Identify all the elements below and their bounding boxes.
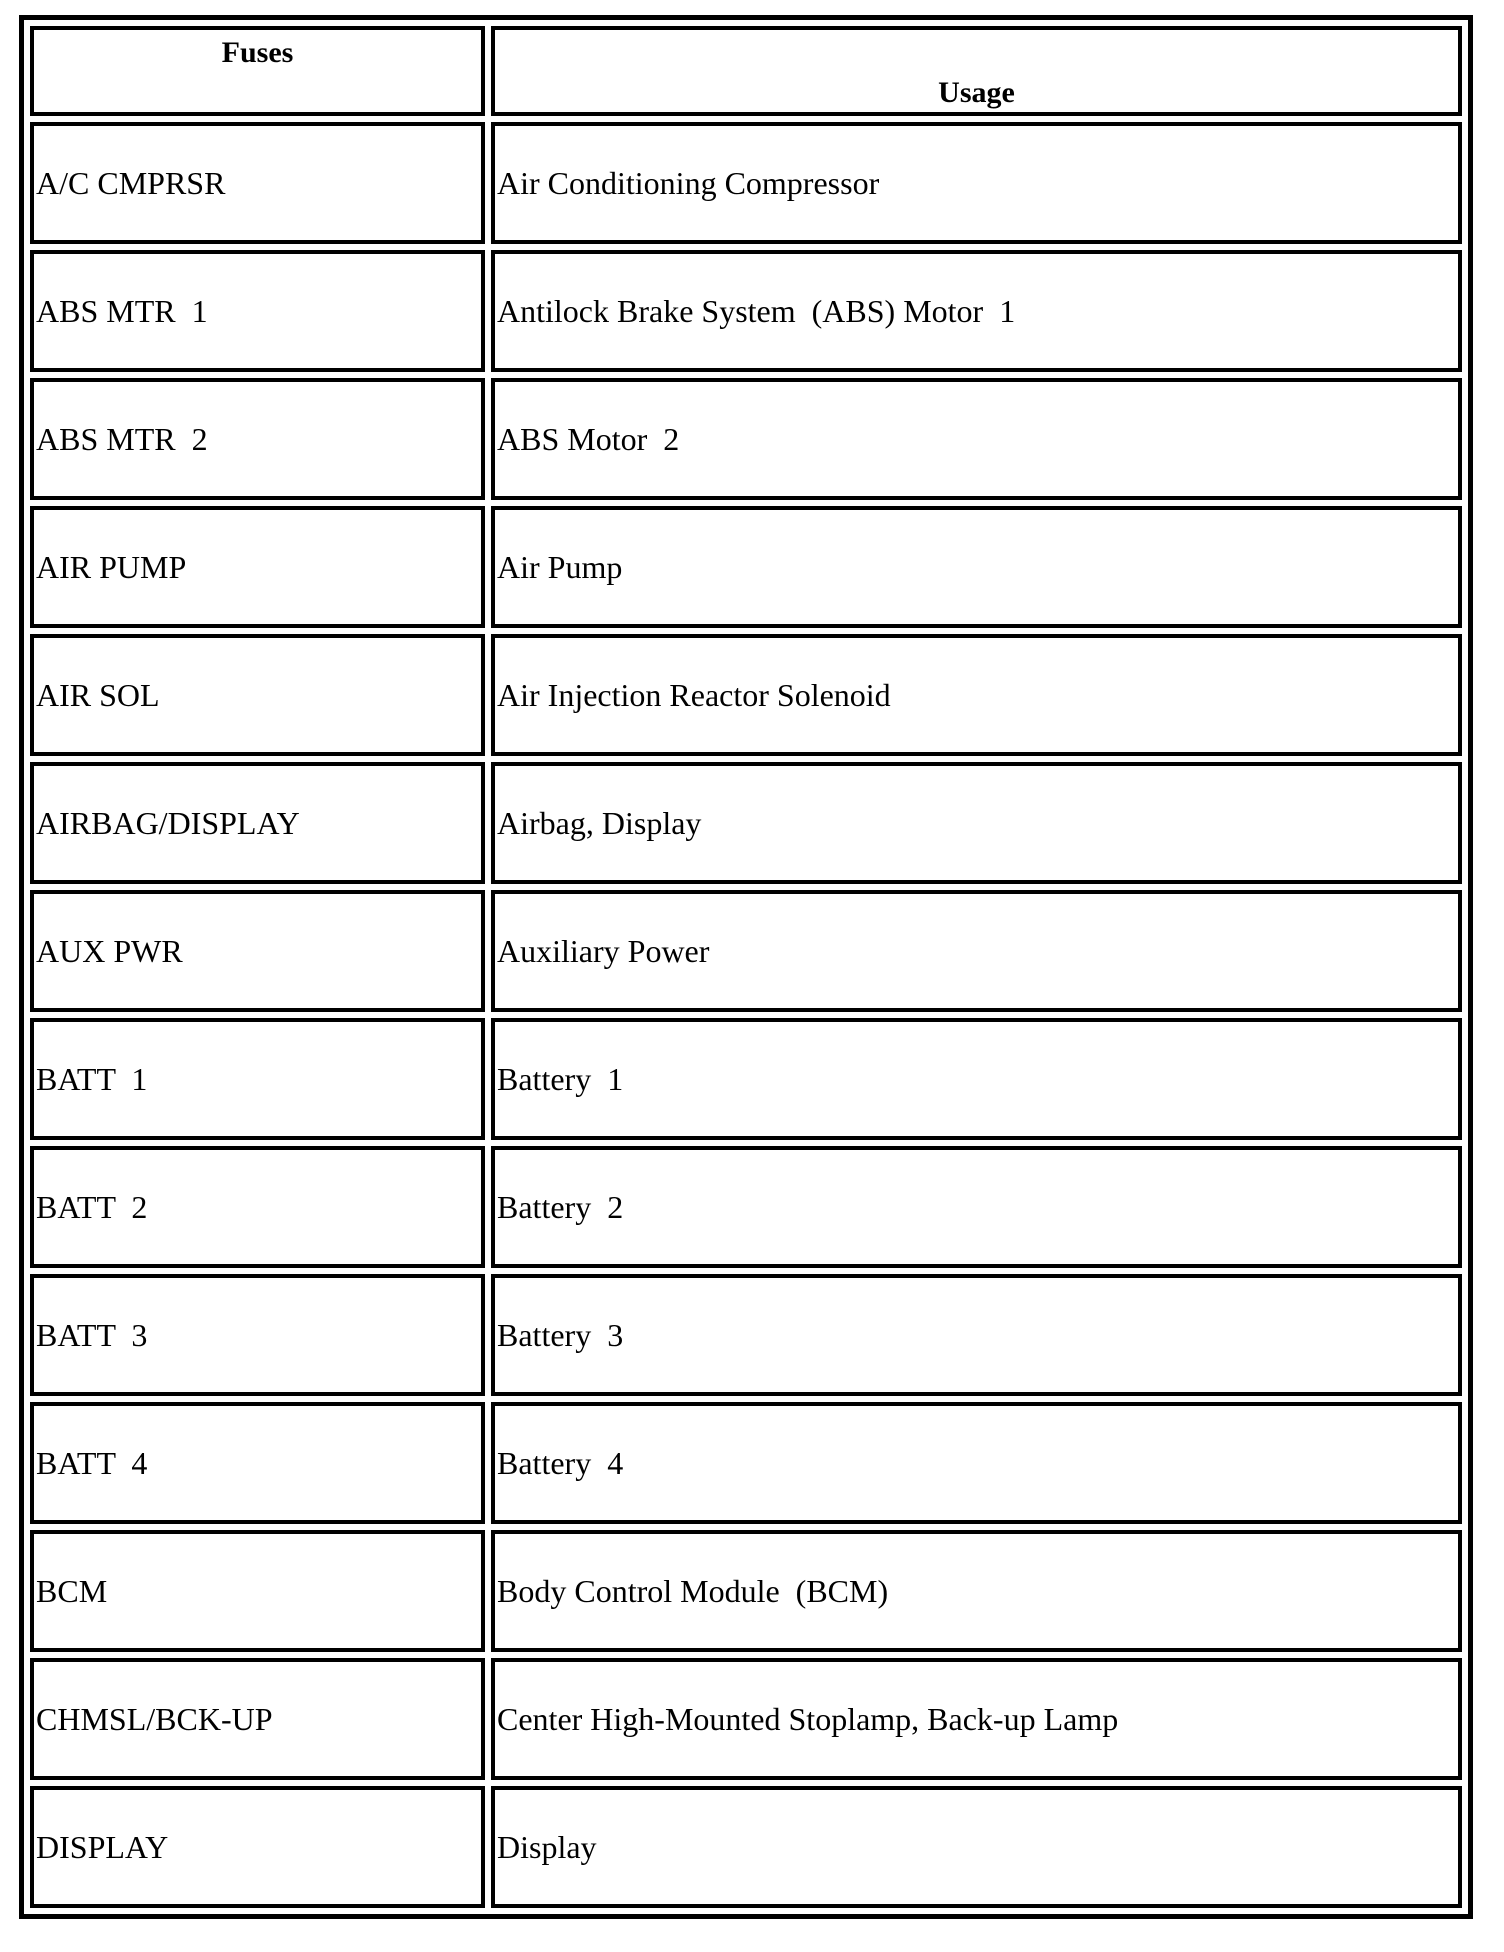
table-row: [30, 1018, 1462, 1140]
table-row: [30, 378, 1462, 500]
fuse-cell: ABS MTR 1: [30, 250, 485, 372]
usage-cell: Battery 1: [491, 1018, 1462, 1140]
fuse-cell: AIRBAG/DISPLAY: [30, 762, 485, 884]
table-row: [30, 1658, 1462, 1780]
fuse-cell: A/C CMPRSR: [30, 122, 485, 244]
fuse-cell: BATT 3: [30, 1274, 485, 1396]
table-row: [30, 122, 1462, 244]
fuses-column-header: Fuses: [30, 26, 485, 116]
fuse-cell: BATT 4: [30, 1402, 485, 1524]
fuse-cell: AIR SOL: [30, 634, 485, 756]
usage-cell: Air Pump: [491, 506, 1462, 628]
fuse-cell: AUX PWR: [30, 890, 485, 1012]
table-body: [30, 122, 1462, 1908]
table-row: [30, 1146, 1462, 1268]
usage-cell: Auxiliary Power: [491, 890, 1462, 1012]
table-row: [30, 1530, 1462, 1652]
usage-cell: Body Control Module (BCM): [491, 1530, 1462, 1652]
table-row: [30, 1402, 1462, 1524]
usage-cell: ABS Motor 2: [491, 378, 1462, 500]
table-row: [30, 634, 1462, 756]
usage-cell: Airbag, Display: [491, 762, 1462, 884]
usage-cell: Battery 4: [491, 1402, 1462, 1524]
usage-cell: Battery 3: [491, 1274, 1462, 1396]
usage-cell: Air Conditioning Compressor: [491, 122, 1462, 244]
table-header: [30, 26, 1462, 116]
usage-cell: Battery 2: [491, 1146, 1462, 1268]
fuse-cell: BATT 1: [30, 1018, 485, 1140]
fuse-cell: ABS MTR 2: [30, 378, 485, 500]
usage-cell: Antilock Brake System (ABS) Motor 1: [491, 250, 1462, 372]
fuse-cell: DISPLAY: [30, 1786, 485, 1908]
usage-column-header: Usage: [491, 26, 1462, 116]
table-row: [30, 506, 1462, 628]
usage-cell: Display: [491, 1786, 1462, 1908]
table-row: [30, 1786, 1462, 1908]
fuse-cell: AIR PUMP: [30, 506, 485, 628]
table-row: [30, 890, 1462, 1012]
table-row: [30, 1274, 1462, 1396]
fuse-usage-table: [19, 15, 1473, 1919]
usage-cell: Air Injection Reactor Solenoid: [491, 634, 1462, 756]
table-row: [30, 250, 1462, 372]
fuse-cell: BATT 2: [30, 1146, 485, 1268]
fuse-cell: CHMSL/BCK-UP: [30, 1658, 485, 1780]
table-row: [30, 762, 1462, 884]
header-row: [30, 26, 1462, 116]
usage-cell: Center High-Mounted Stoplamp, Back-up Lamp: [491, 1658, 1462, 1780]
fuse-cell: BCM: [30, 1530, 485, 1652]
